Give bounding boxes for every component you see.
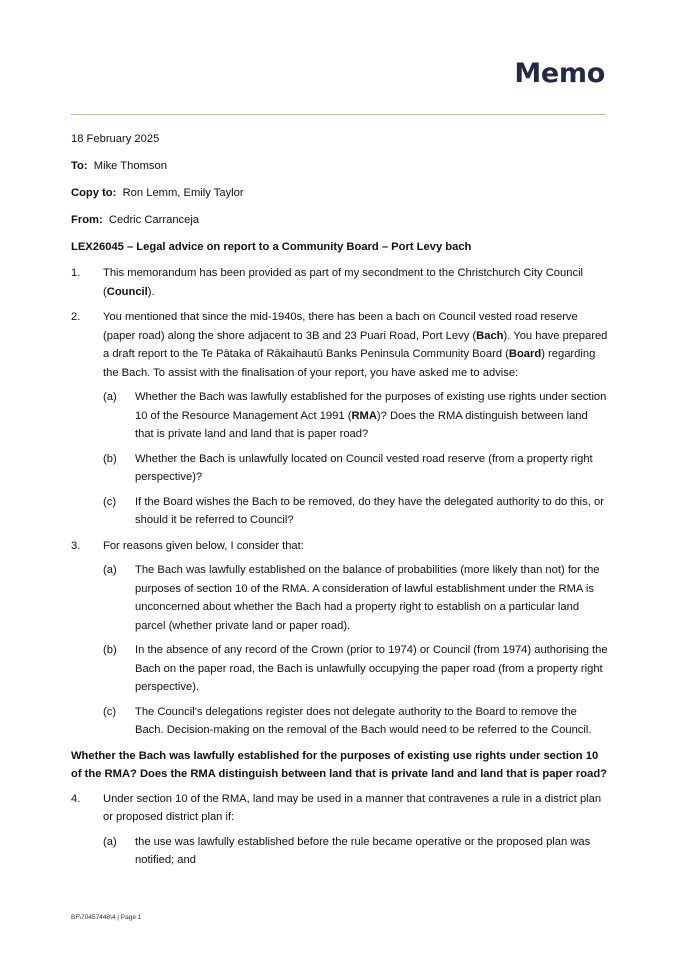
sub-item: (a) Whether the Bach was lawfully established for the purposes of existing use rights under section 10 of the Resource Management Act 1991 (RMA)? Does the RMA distinguish between land that is private land and land that is paper road? bbox=[103, 391, 607, 440]
memo-subject: LEX26045 – Legal advice on report to a Community Board – Port Levy bach bbox=[71, 241, 472, 253]
sub-item: (b) Whether the Bach is unlawfully located on Council vested road reserve (from a property right perspective)? bbox=[103, 452, 593, 483]
memo-title: Memo bbox=[514, 58, 605, 89]
paragraph-text: For reasons given below, I consider that: (a) The Bach was lawfully established on the balance of probabilities (more likely than not) for the purposes of section 10 of the RMA. A consideration of lawful establishment under the RMA is unconcerned about whether the Bach had a property right to establish on a particular land parcel (whether private land or paper road). (b) In the absence of any record of the Crown (prior to 1974) or Council (from 1974) authorising the Bach on the paper road, the Bach is unlawfully occupying the paper road (from a property right perspective). (c) The Council's delegations register does not delegate authority to the Board to remove the Bach. Decision-making on the removal of the Bach would need to be referred to the Council. bbox=[103, 537, 608, 740]
copy-to-value: Ron Lemm, Emily Taylor bbox=[122, 187, 244, 199]
paragraph-3 bbox=[71, 537, 608, 740]
paragraph-number: 3. bbox=[71, 539, 81, 552]
memo-body bbox=[71, 130, 608, 877]
section-heading: Whether the Bach was lawfully established for the purposes of existing use rights under section 10 of the RMA? Does the RMA distinguish between land that is private land and land that is paper road? bbox=[71, 749, 608, 780]
paragraph-number: 4. bbox=[71, 792, 81, 805]
to-label: To: bbox=[71, 160, 88, 172]
copy-to-line bbox=[71, 184, 608, 203]
sub-item: (c) If the Board wishes the Bach to be removed, do they have the delegated authority to do this, or should it be referred to Council? bbox=[103, 495, 604, 526]
paragraph-2 bbox=[71, 308, 608, 530]
from-label: From: bbox=[71, 214, 103, 226]
paragraph-text: Under section 10 of the RMA, land may be used in a manner that contravenes a rule in a district plan or proposed district plan if: (a) the use was lawfully established before the rule became operative or the proposed plan was notified; and bbox=[103, 790, 608, 870]
paragraph-4 bbox=[71, 790, 608, 870]
to-line bbox=[71, 157, 608, 176]
header-divider bbox=[71, 114, 605, 115]
sub-item: (c) The Council's delegations register does not delegate authority to the Board to remove the Bach. Decision-making on the removal of the Bach would need to be referred to the Council. bbox=[103, 705, 592, 736]
from-line bbox=[71, 211, 608, 230]
memo-date: 18 February 2025 bbox=[71, 133, 160, 145]
sub-item: (b) In the absence of any record of the Crown (prior to 1974) or Council (from 1974) authorising the Bach on the paper road, the Bach is unlawfully occupying the paper road (from a property right perspective). bbox=[103, 644, 608, 693]
copy-to-label: Copy to: bbox=[71, 187, 117, 199]
paragraph-text: This memorandum has been provided as part of my secondment to the Christchurch City Council (Council). bbox=[103, 267, 584, 298]
from-value: Cedric Carranceja bbox=[108, 214, 200, 226]
sub-item: (a) the use was lawfully established before the rule became operative or the proposed plan was notified; and bbox=[103, 835, 591, 866]
paragraph-text: You mentioned that since the mid-1940s, there has been a bach on Council vested road reserve (paper road) along the shore adjacent to 3B and 23 Puari Road, Port Levy (Bach). You have prepared a draft report to the Te Pātaka of Rākaihautū Banks Peninsula Community Board (Board) regarding the Bach. To assist with the finalisation of your report, you have asked me to advise: (a) Whether the Bach was lawfully established for the purposes of existing use rights under section 10 of the Resource Management Act 1991 (RMA)? Does the RMA distinguish between land that is private land and land that is paper road? (b) Whether the Bach is unlawfully located on Council vested road reserve (from a property right perspective)? (c) If the Board wishes the Bach to be removed, do they have the delegated authority to do this, or should it be referred to Council? bbox=[103, 308, 608, 530]
page-footer: BF\70457448\4 | Page 1 bbox=[71, 914, 142, 921]
paragraph-1 bbox=[71, 264, 608, 301]
sub-item: (a) The Bach was lawfully established on the balance of probabilities (more likely than not) for the purposes of section 10 of the RMA. A consideration of lawful establishment under the RMA is unconcerned about whether the Bach had a property right to establish on a particular land parcel (whether private land or paper road). bbox=[103, 564, 600, 632]
paragraph-number: 1. bbox=[71, 267, 81, 279]
paragraph-number: 2. bbox=[71, 311, 81, 323]
to-value: Mike Thomson bbox=[93, 160, 167, 172]
